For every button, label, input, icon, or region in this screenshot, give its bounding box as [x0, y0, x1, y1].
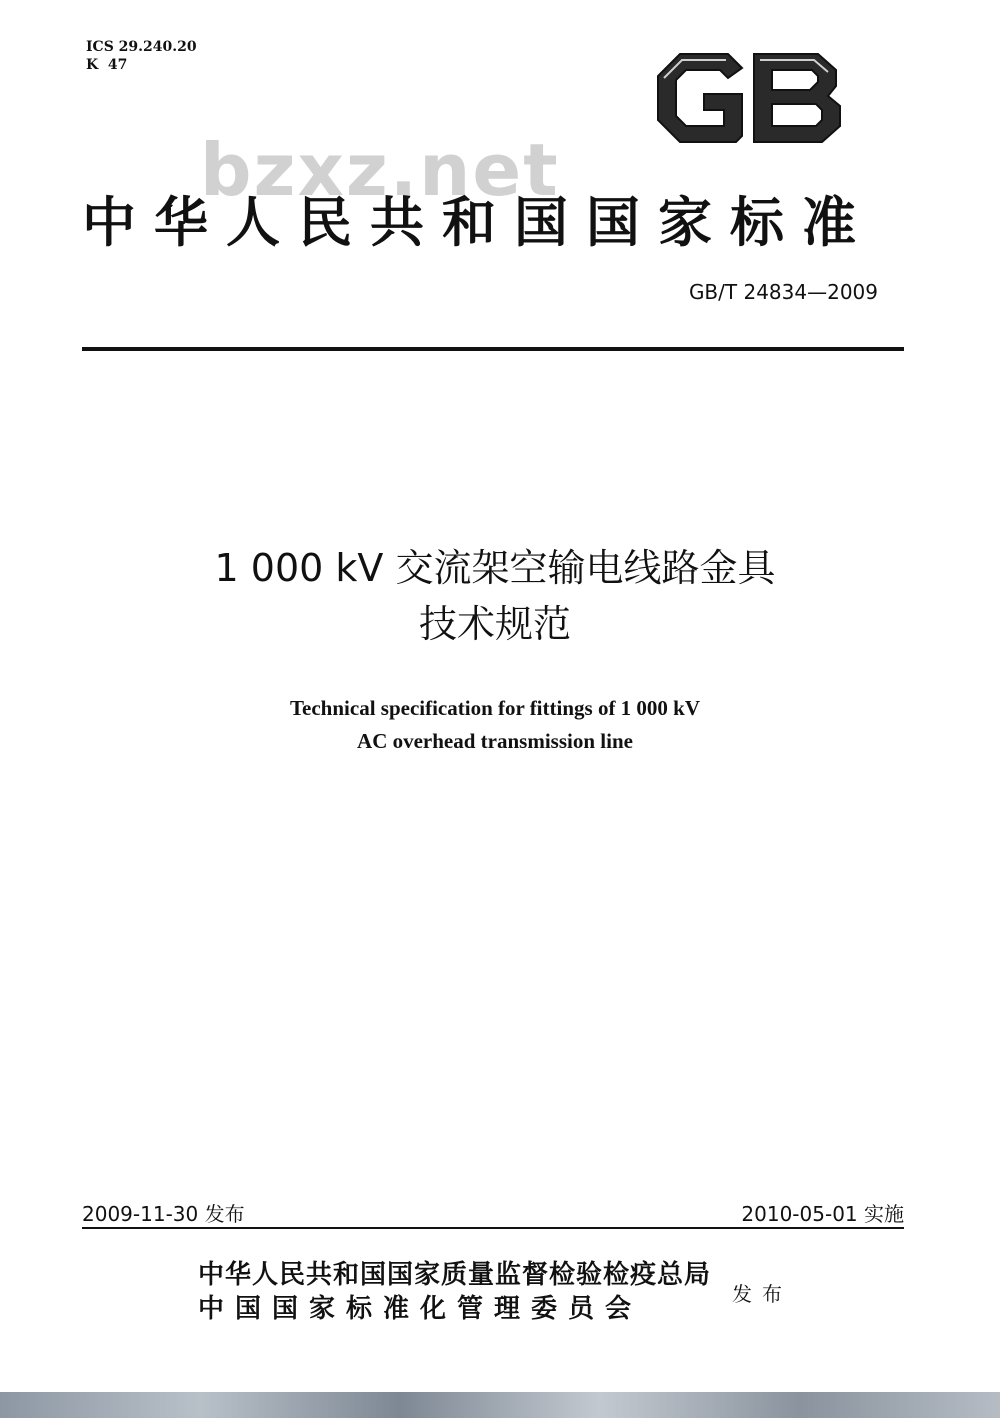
ics-code: ICS 29.240.20 — [86, 39, 197, 55]
watermark-text: bzxz.net — [200, 128, 560, 212]
classification-codes — [86, 38, 197, 74]
issuer-aqsiq: 中华人民共和国国家质量监督检验检疫总局 — [198, 1260, 712, 1290]
k-code: K 47 — [86, 57, 128, 73]
chinese-title — [0, 540, 990, 652]
scan-edge-strip — [0, 1392, 1000, 1418]
national-standard-heading: 中华人民共和国国家标准 — [82, 190, 874, 254]
standard-number: GB/T 24834—2009 — [688, 280, 878, 304]
issuer-sac: 中国国家标准化管理委员会 — [198, 1294, 643, 1324]
issue-label: 发布 — [732, 1282, 792, 1306]
english-title-line-2: AC overhead transmission line — [357, 729, 633, 753]
header-divider — [82, 347, 904, 351]
gb-logo-icon — [650, 46, 850, 150]
english-title-line-1: Technical specification for fittings of 1 000 kV — [289, 696, 701, 720]
footer-divider — [82, 1227, 904, 1229]
english-title — [0, 692, 990, 758]
chinese-title-line-2: 技术规范 — [418, 602, 571, 646]
effective-date: 2010-05-01 实施 — [741, 1202, 904, 1226]
publish-date: 2009-11-30 发布 — [82, 1202, 245, 1226]
issuing-organizations — [198, 1258, 711, 1326]
chinese-title-line-1: 1 000 kV 交流架空输电线路金具 — [214, 546, 776, 590]
dates-row — [82, 1198, 904, 1228]
